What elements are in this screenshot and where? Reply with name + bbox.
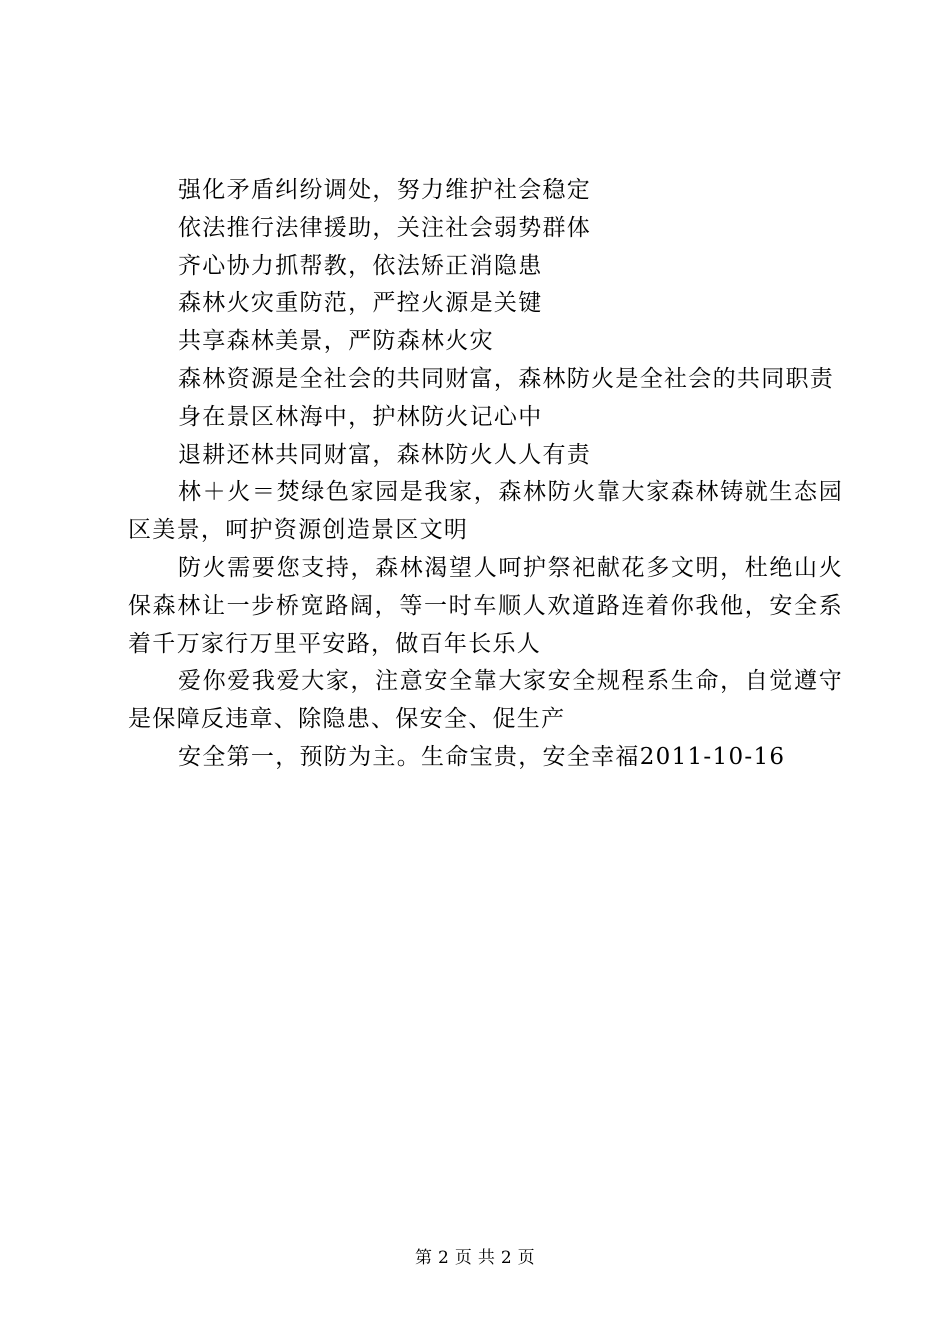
page-number-footer: 第 2 页 共 2 页 bbox=[415, 1248, 535, 1268]
document-body bbox=[128, 172, 843, 777]
paragraph: 林＋火＝焚绿色家园是我家，森林防火靠大家森林铸就生态园区美景，呵护资源创造景区文明 bbox=[128, 479, 843, 544]
paragraph: 爱你爱我爱大家，注意安全靠大家安全规程系生命，自觉遵守是保障反违章、除隐患、保安全、促生产 bbox=[128, 668, 843, 733]
paragraph: 齐心协力抓帮教，依法矫正消隐患 bbox=[178, 252, 543, 279]
paragraph: 安全第一，预防为主。生命宝贵，安全幸福2011-10-16 bbox=[178, 743, 786, 770]
paragraph: 身在景区林海中，护林防火记心中 bbox=[178, 403, 543, 430]
paragraph: 防火需要您支持，森林渴望人呵护祭祀献花多文明，杜绝山火保森林让一步桥宽路阔，等一时车顺人欢道路连着你我他，安全系着千万家行万里平安路，做百年长乐人 bbox=[128, 554, 843, 657]
paragraph: 退耕还林共同财富，森林防火人人有责 bbox=[178, 441, 592, 468]
paragraph: 森林火灾重防范，严控火源是关键 bbox=[178, 290, 543, 317]
paragraph: 依法推行法律援助，关注社会弱势群体 bbox=[178, 214, 592, 241]
paragraph: 强化矛盾纠纷调处，努力维护社会稳定 bbox=[178, 177, 592, 203]
paragraph: 共享森林美景，严防森林火灾 bbox=[178, 328, 494, 355]
paragraph: 森林资源是全社会的共同财富，森林防火是全社会的共同职责 bbox=[178, 365, 835, 392]
